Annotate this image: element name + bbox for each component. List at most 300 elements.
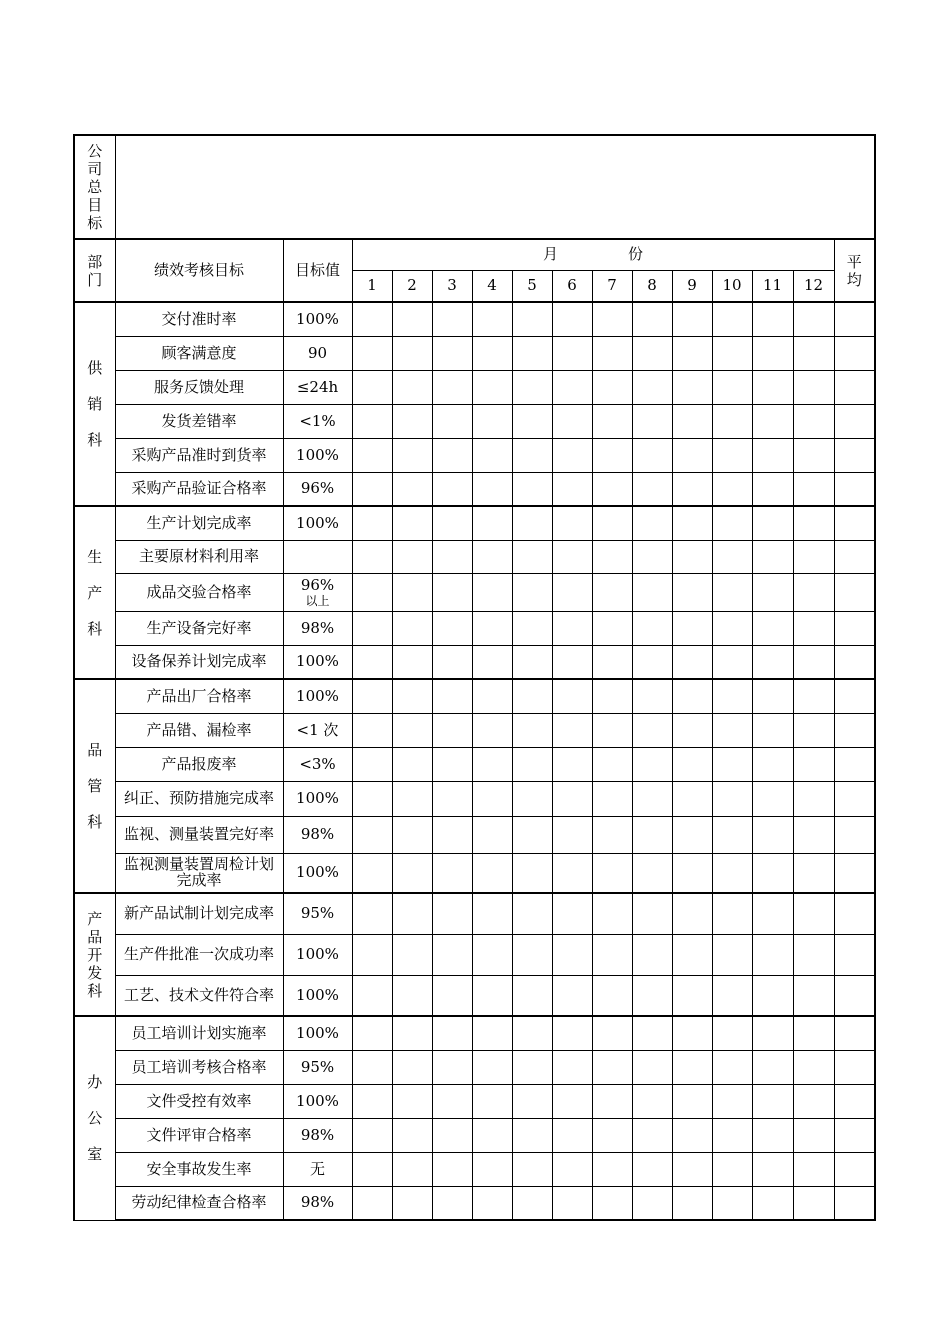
month-value-cell[interactable] [793, 1186, 834, 1220]
month-value-cell[interactable] [752, 713, 793, 747]
month-value-cell[interactable] [632, 336, 672, 370]
month-value-cell[interactable] [672, 1016, 712, 1050]
month-value-cell[interactable] [392, 781, 432, 816]
month-value-cell[interactable] [632, 1084, 672, 1118]
month-value-cell[interactable] [752, 747, 793, 781]
month-value-cell[interactable] [632, 540, 672, 573]
month-value-cell[interactable] [552, 438, 592, 472]
month-value-cell[interactable] [392, 1118, 432, 1152]
month-value-cell[interactable] [352, 540, 392, 573]
avg-value-cell[interactable] [834, 438, 875, 472]
month-value-cell[interactable] [592, 1016, 632, 1050]
month-value-cell[interactable] [793, 645, 834, 679]
month-value-cell[interactable] [432, 472, 472, 506]
month-value-cell[interactable] [432, 438, 472, 472]
month-value-cell[interactable] [392, 573, 432, 611]
month-value-cell[interactable] [672, 781, 712, 816]
month-value-cell[interactable] [392, 404, 432, 438]
month-value-cell[interactable] [472, 573, 512, 611]
month-value-cell[interactable] [432, 713, 472, 747]
month-value-cell[interactable] [552, 404, 592, 438]
month-value-cell[interactable] [632, 747, 672, 781]
month-value-cell[interactable] [712, 302, 752, 336]
month-value-cell[interactable] [632, 506, 672, 540]
month-value-cell[interactable] [712, 573, 752, 611]
month-value-cell[interactable] [712, 853, 752, 893]
company-goal-value[interactable] [115, 135, 875, 239]
month-value-cell[interactable] [712, 370, 752, 404]
month-value-cell[interactable] [392, 611, 432, 645]
month-value-cell[interactable] [432, 336, 472, 370]
month-value-cell[interactable] [752, 1016, 793, 1050]
month-value-cell[interactable] [392, 713, 432, 747]
avg-value-cell[interactable] [834, 893, 875, 934]
month-value-cell[interactable] [472, 540, 512, 573]
month-value-cell[interactable] [392, 934, 432, 975]
month-value-cell[interactable] [592, 1050, 632, 1084]
month-value-cell[interactable] [712, 781, 752, 816]
month-value-cell[interactable] [712, 1152, 752, 1186]
month-value-cell[interactable] [752, 573, 793, 611]
month-value-cell[interactable] [432, 1186, 472, 1220]
month-value-cell[interactable] [552, 573, 592, 611]
month-value-cell[interactable] [712, 1016, 752, 1050]
month-value-cell[interactable] [592, 573, 632, 611]
month-value-cell[interactable] [552, 747, 592, 781]
month-value-cell[interactable] [472, 336, 512, 370]
month-value-cell[interactable] [672, 573, 712, 611]
month-value-cell[interactable] [352, 679, 392, 713]
month-value-cell[interactable] [552, 679, 592, 713]
month-value-cell[interactable] [793, 506, 834, 540]
month-value-cell[interactable] [672, 853, 712, 893]
month-value-cell[interactable] [392, 893, 432, 934]
month-value-cell[interactable] [392, 645, 432, 679]
month-value-cell[interactable] [352, 816, 392, 853]
month-value-cell[interactable] [632, 781, 672, 816]
month-value-cell[interactable] [432, 781, 472, 816]
month-value-cell[interactable] [632, 1016, 672, 1050]
month-value-cell[interactable] [672, 472, 712, 506]
month-value-cell[interactable] [632, 611, 672, 645]
month-value-cell[interactable] [672, 975, 712, 1016]
month-value-cell[interactable] [592, 934, 632, 975]
month-value-cell[interactable] [592, 645, 632, 679]
month-value-cell[interactable] [432, 540, 472, 573]
month-value-cell[interactable] [672, 934, 712, 975]
month-value-cell[interactable] [793, 816, 834, 853]
month-value-cell[interactable] [352, 1050, 392, 1084]
month-value-cell[interactable] [552, 506, 592, 540]
month-value-cell[interactable] [392, 816, 432, 853]
month-value-cell[interactable] [512, 611, 552, 645]
month-value-cell[interactable] [592, 679, 632, 713]
month-value-cell[interactable] [592, 1084, 632, 1118]
month-value-cell[interactable] [352, 781, 392, 816]
month-value-cell[interactable] [472, 1186, 512, 1220]
month-value-cell[interactable] [632, 472, 672, 506]
month-value-cell[interactable] [672, 438, 712, 472]
month-value-cell[interactable] [592, 781, 632, 816]
month-value-cell[interactable] [752, 1084, 793, 1118]
month-value-cell[interactable] [712, 747, 752, 781]
month-value-cell[interactable] [472, 1152, 512, 1186]
month-value-cell[interactable] [352, 747, 392, 781]
month-value-cell[interactable] [632, 853, 672, 893]
month-value-cell[interactable] [712, 1050, 752, 1084]
month-value-cell[interactable] [752, 645, 793, 679]
month-value-cell[interactable] [632, 645, 672, 679]
month-value-cell[interactable] [472, 893, 512, 934]
month-value-cell[interactable] [392, 1152, 432, 1186]
month-value-cell[interactable] [552, 336, 592, 370]
month-value-cell[interactable] [793, 853, 834, 893]
month-value-cell[interactable] [432, 1050, 472, 1084]
month-value-cell[interactable] [432, 573, 472, 611]
month-value-cell[interactable] [752, 893, 793, 934]
month-value-cell[interactable] [472, 934, 512, 975]
month-value-cell[interactable] [712, 975, 752, 1016]
month-value-cell[interactable] [352, 611, 392, 645]
avg-value-cell[interactable] [834, 975, 875, 1016]
month-value-cell[interactable] [712, 1186, 752, 1220]
month-value-cell[interactable] [512, 1186, 552, 1220]
month-value-cell[interactable] [793, 302, 834, 336]
month-value-cell[interactable] [472, 506, 512, 540]
month-value-cell[interactable] [752, 370, 793, 404]
avg-value-cell[interactable] [834, 679, 875, 713]
month-value-cell[interactable] [752, 1152, 793, 1186]
month-value-cell[interactable] [432, 975, 472, 1016]
month-value-cell[interactable] [793, 573, 834, 611]
month-value-cell[interactable] [352, 472, 392, 506]
avg-value-cell[interactable] [834, 573, 875, 611]
month-value-cell[interactable] [552, 934, 592, 975]
month-value-cell[interactable] [752, 1186, 793, 1220]
month-value-cell[interactable] [352, 1084, 392, 1118]
month-value-cell[interactable] [793, 893, 834, 934]
month-value-cell[interactable] [472, 781, 512, 816]
month-value-cell[interactable] [672, 1118, 712, 1152]
month-value-cell[interactable] [352, 506, 392, 540]
avg-value-cell[interactable] [834, 302, 875, 336]
month-value-cell[interactable] [672, 506, 712, 540]
month-value-cell[interactable] [392, 1084, 432, 1118]
month-value-cell[interactable] [432, 679, 472, 713]
month-value-cell[interactable] [592, 404, 632, 438]
month-value-cell[interactable] [472, 438, 512, 472]
month-value-cell[interactable] [592, 336, 632, 370]
avg-value-cell[interactable] [834, 1152, 875, 1186]
month-value-cell[interactable] [712, 816, 752, 853]
month-value-cell[interactable] [793, 781, 834, 816]
month-value-cell[interactable] [632, 302, 672, 336]
month-value-cell[interactable] [432, 853, 472, 893]
month-value-cell[interactable] [352, 1152, 392, 1186]
month-value-cell[interactable] [472, 713, 512, 747]
avg-value-cell[interactable] [834, 1016, 875, 1050]
month-value-cell[interactable] [672, 1152, 712, 1186]
month-value-cell[interactable] [592, 893, 632, 934]
month-value-cell[interactable] [512, 893, 552, 934]
month-value-cell[interactable] [472, 975, 512, 1016]
month-value-cell[interactable] [672, 404, 712, 438]
month-value-cell[interactable] [352, 404, 392, 438]
month-value-cell[interactable] [752, 853, 793, 893]
month-value-cell[interactable] [432, 645, 472, 679]
month-value-cell[interactable] [793, 404, 834, 438]
avg-value-cell[interactable] [834, 816, 875, 853]
month-value-cell[interactable] [672, 747, 712, 781]
month-value-cell[interactable] [472, 404, 512, 438]
month-value-cell[interactable] [592, 438, 632, 472]
month-value-cell[interactable] [512, 853, 552, 893]
month-value-cell[interactable] [432, 1016, 472, 1050]
month-value-cell[interactable] [352, 975, 392, 1016]
month-value-cell[interactable] [352, 573, 392, 611]
month-value-cell[interactable] [352, 934, 392, 975]
avg-value-cell[interactable] [834, 404, 875, 438]
month-value-cell[interactable] [712, 1084, 752, 1118]
month-value-cell[interactable] [432, 1084, 472, 1118]
month-value-cell[interactable] [793, 975, 834, 1016]
month-value-cell[interactable] [672, 302, 712, 336]
month-value-cell[interactable] [392, 853, 432, 893]
month-value-cell[interactable] [752, 1050, 793, 1084]
month-value-cell[interactable] [592, 975, 632, 1016]
month-value-cell[interactable] [632, 1118, 672, 1152]
month-value-cell[interactable] [432, 404, 472, 438]
month-value-cell[interactable] [472, 472, 512, 506]
month-value-cell[interactable] [352, 645, 392, 679]
month-value-cell[interactable] [512, 975, 552, 1016]
month-value-cell[interactable] [512, 781, 552, 816]
month-value-cell[interactable] [512, 816, 552, 853]
month-value-cell[interactable] [752, 611, 793, 645]
month-value-cell[interactable] [672, 1084, 712, 1118]
month-value-cell[interactable] [472, 370, 512, 404]
month-value-cell[interactable] [352, 1118, 392, 1152]
month-value-cell[interactable] [552, 540, 592, 573]
month-value-cell[interactable] [552, 713, 592, 747]
month-value-cell[interactable] [592, 816, 632, 853]
avg-value-cell[interactable] [834, 1084, 875, 1118]
month-value-cell[interactable] [512, 934, 552, 975]
avg-value-cell[interactable] [834, 853, 875, 893]
month-value-cell[interactable] [472, 645, 512, 679]
month-value-cell[interactable] [793, 1084, 834, 1118]
month-value-cell[interactable] [352, 302, 392, 336]
month-value-cell[interactable] [472, 1050, 512, 1084]
month-value-cell[interactable] [552, 370, 592, 404]
month-value-cell[interactable] [512, 645, 552, 679]
month-value-cell[interactable] [432, 506, 472, 540]
month-value-cell[interactable] [752, 816, 793, 853]
month-value-cell[interactable] [632, 975, 672, 1016]
month-value-cell[interactable] [712, 1118, 752, 1152]
month-value-cell[interactable] [392, 679, 432, 713]
month-value-cell[interactable] [352, 336, 392, 370]
month-value-cell[interactable] [632, 1186, 672, 1220]
month-value-cell[interactable] [552, 1118, 592, 1152]
month-value-cell[interactable] [793, 472, 834, 506]
month-value-cell[interactable] [512, 573, 552, 611]
month-value-cell[interactable] [352, 1016, 392, 1050]
month-value-cell[interactable] [392, 1050, 432, 1084]
month-value-cell[interactable] [632, 404, 672, 438]
month-value-cell[interactable] [392, 1186, 432, 1220]
month-value-cell[interactable] [592, 713, 632, 747]
avg-value-cell[interactable] [834, 506, 875, 540]
month-value-cell[interactable] [672, 1050, 712, 1084]
month-value-cell[interactable] [352, 438, 392, 472]
month-value-cell[interactable] [752, 679, 793, 713]
month-value-cell[interactable] [592, 370, 632, 404]
month-value-cell[interactable] [592, 540, 632, 573]
month-value-cell[interactable] [632, 370, 672, 404]
month-value-cell[interactable] [793, 713, 834, 747]
month-value-cell[interactable] [512, 1118, 552, 1152]
month-value-cell[interactable] [392, 370, 432, 404]
month-value-cell[interactable] [552, 1186, 592, 1220]
month-value-cell[interactable] [512, 1152, 552, 1186]
month-value-cell[interactable] [712, 645, 752, 679]
month-value-cell[interactable] [632, 573, 672, 611]
month-value-cell[interactable] [712, 404, 752, 438]
month-value-cell[interactable] [712, 893, 752, 934]
month-value-cell[interactable] [793, 611, 834, 645]
month-value-cell[interactable] [672, 645, 712, 679]
month-value-cell[interactable] [793, 1050, 834, 1084]
month-value-cell[interactable] [672, 679, 712, 713]
month-value-cell[interactable] [432, 816, 472, 853]
month-value-cell[interactable] [432, 302, 472, 336]
month-value-cell[interactable] [512, 302, 552, 336]
month-value-cell[interactable] [552, 816, 592, 853]
month-value-cell[interactable] [472, 611, 512, 645]
avg-value-cell[interactable] [834, 1186, 875, 1220]
month-value-cell[interactable] [793, 1152, 834, 1186]
month-value-cell[interactable] [712, 336, 752, 370]
month-value-cell[interactable] [793, 336, 834, 370]
month-value-cell[interactable] [632, 934, 672, 975]
month-value-cell[interactable] [632, 713, 672, 747]
month-value-cell[interactable] [552, 1152, 592, 1186]
month-value-cell[interactable] [752, 472, 793, 506]
month-value-cell[interactable] [392, 975, 432, 1016]
month-value-cell[interactable] [752, 404, 793, 438]
month-value-cell[interactable] [672, 540, 712, 573]
month-value-cell[interactable] [712, 540, 752, 573]
month-value-cell[interactable] [632, 1050, 672, 1084]
month-value-cell[interactable] [793, 679, 834, 713]
month-value-cell[interactable] [392, 472, 432, 506]
month-value-cell[interactable] [472, 302, 512, 336]
month-value-cell[interactable] [512, 679, 552, 713]
month-value-cell[interactable] [793, 540, 834, 573]
month-value-cell[interactable] [392, 302, 432, 336]
month-value-cell[interactable] [752, 302, 793, 336]
avg-value-cell[interactable] [834, 1118, 875, 1152]
month-value-cell[interactable] [672, 336, 712, 370]
month-value-cell[interactable] [512, 747, 552, 781]
month-value-cell[interactable] [512, 370, 552, 404]
month-value-cell[interactable] [592, 472, 632, 506]
month-value-cell[interactable] [672, 713, 712, 747]
month-value-cell[interactable] [632, 679, 672, 713]
month-value-cell[interactable] [752, 781, 793, 816]
month-value-cell[interactable] [712, 438, 752, 472]
month-value-cell[interactable] [432, 1118, 472, 1152]
avg-value-cell[interactable] [834, 645, 875, 679]
month-value-cell[interactable] [592, 853, 632, 893]
month-value-cell[interactable] [712, 506, 752, 540]
month-value-cell[interactable] [472, 1084, 512, 1118]
month-value-cell[interactable] [552, 1016, 592, 1050]
month-value-cell[interactable] [552, 472, 592, 506]
month-value-cell[interactable] [512, 1050, 552, 1084]
avg-value-cell[interactable] [834, 1050, 875, 1084]
month-value-cell[interactable] [632, 816, 672, 853]
month-value-cell[interactable] [632, 1152, 672, 1186]
month-value-cell[interactable] [632, 438, 672, 472]
month-value-cell[interactable] [352, 893, 392, 934]
month-value-cell[interactable] [472, 816, 512, 853]
month-value-cell[interactable] [752, 1118, 793, 1152]
month-value-cell[interactable] [472, 679, 512, 713]
month-value-cell[interactable] [793, 747, 834, 781]
month-value-cell[interactable] [712, 713, 752, 747]
month-value-cell[interactable] [352, 713, 392, 747]
month-value-cell[interactable] [472, 747, 512, 781]
month-value-cell[interactable] [392, 438, 432, 472]
month-value-cell[interactable] [552, 611, 592, 645]
month-value-cell[interactable] [432, 747, 472, 781]
month-value-cell[interactable] [552, 645, 592, 679]
month-value-cell[interactable] [392, 336, 432, 370]
month-value-cell[interactable] [592, 1186, 632, 1220]
avg-value-cell[interactable] [834, 713, 875, 747]
month-value-cell[interactable] [672, 1186, 712, 1220]
avg-value-cell[interactable] [834, 540, 875, 573]
month-value-cell[interactable] [512, 540, 552, 573]
month-value-cell[interactable] [552, 893, 592, 934]
month-value-cell[interactable] [472, 853, 512, 893]
month-value-cell[interactable] [712, 679, 752, 713]
month-value-cell[interactable] [392, 747, 432, 781]
month-value-cell[interactable] [512, 1084, 552, 1118]
avg-value-cell[interactable] [834, 747, 875, 781]
avg-value-cell[interactable] [834, 934, 875, 975]
month-value-cell[interactable] [712, 472, 752, 506]
month-value-cell[interactable] [793, 934, 834, 975]
month-value-cell[interactable] [512, 506, 552, 540]
month-value-cell[interactable] [552, 781, 592, 816]
month-value-cell[interactable] [592, 302, 632, 336]
month-value-cell[interactable] [552, 1084, 592, 1118]
avg-value-cell[interactable] [834, 611, 875, 645]
month-value-cell[interactable] [432, 611, 472, 645]
month-value-cell[interactable] [793, 1118, 834, 1152]
month-value-cell[interactable] [672, 611, 712, 645]
month-value-cell[interactable] [752, 540, 793, 573]
month-value-cell[interactable] [472, 1016, 512, 1050]
avg-value-cell[interactable] [834, 336, 875, 370]
month-value-cell[interactable] [432, 1152, 472, 1186]
month-value-cell[interactable] [752, 438, 793, 472]
month-value-cell[interactable] [552, 975, 592, 1016]
avg-value-cell[interactable] [834, 370, 875, 404]
